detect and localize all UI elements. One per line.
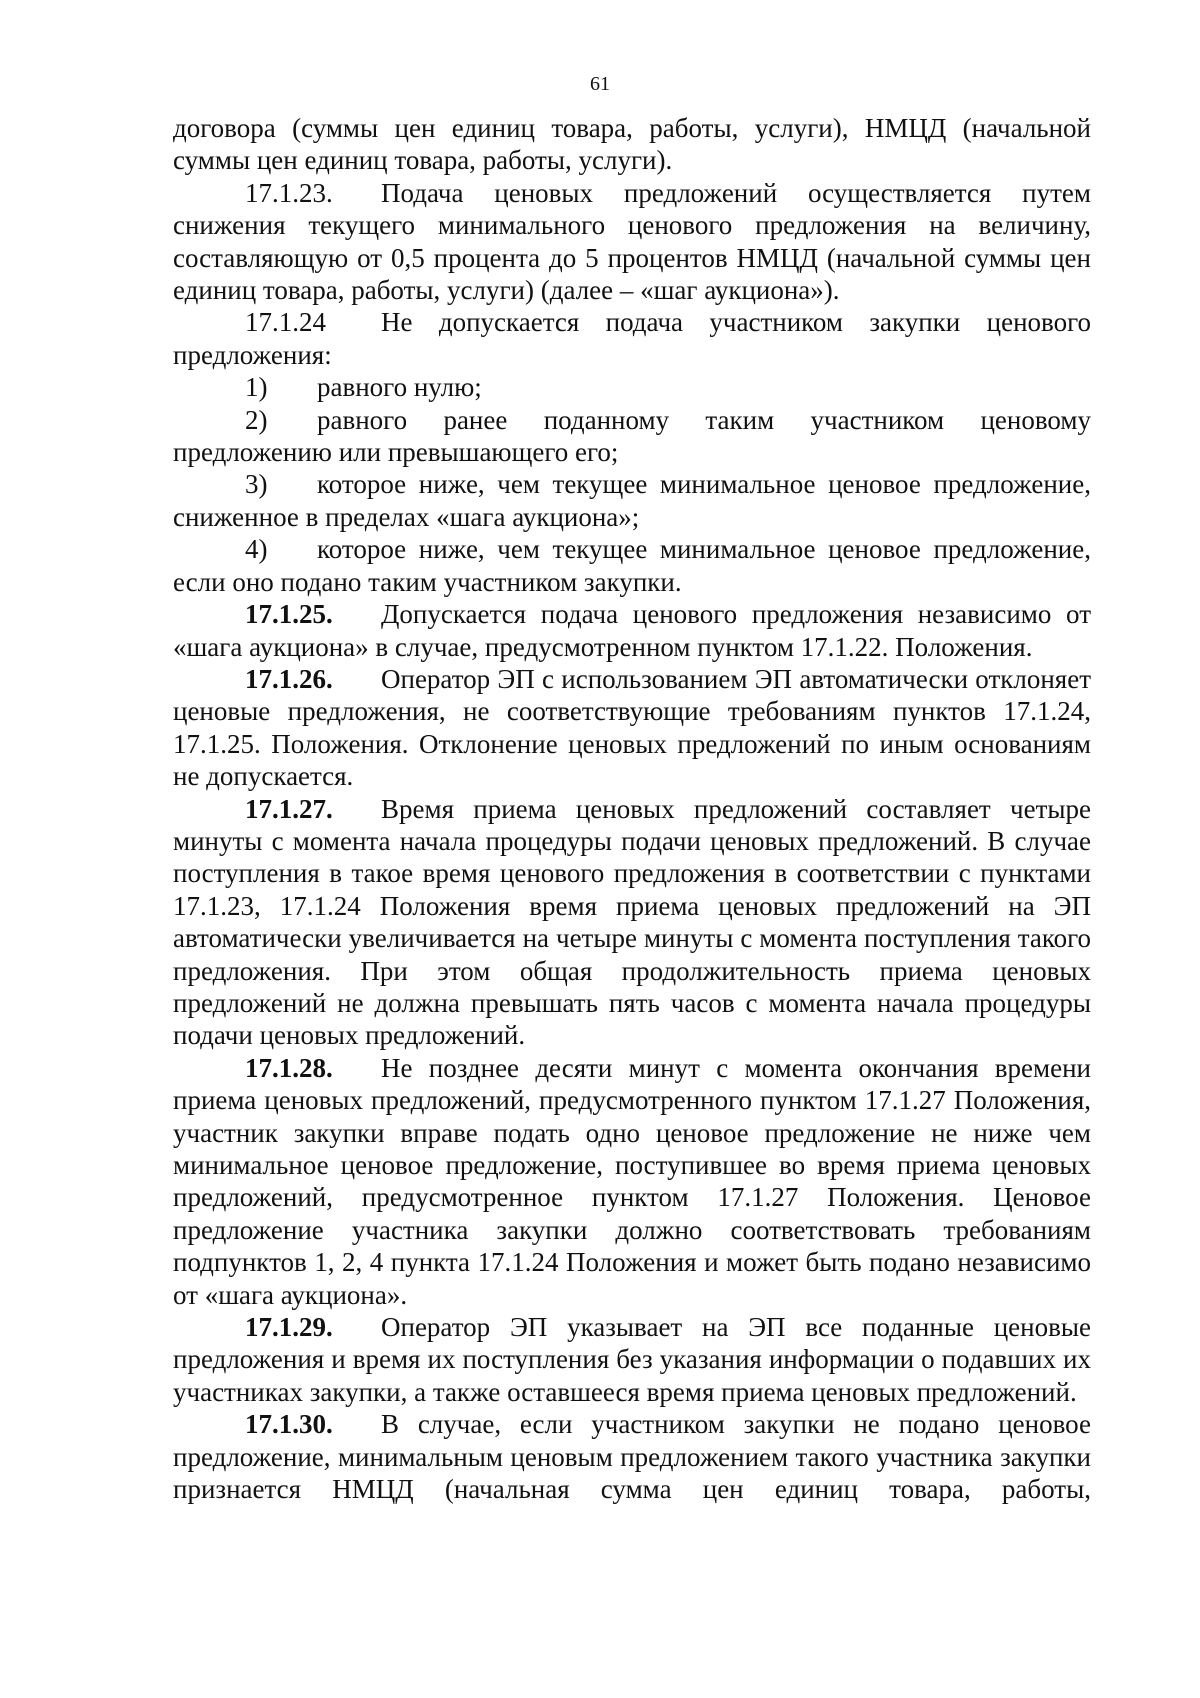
clause-text: Подача ценовых предложений осуществляется путем снижения текущего минимального ценового предложения на величину, составляющую от 0,5 процента до 5 процентов НМЦД (начальной суммы цен единиц товара, работы, услуги) (далее – «шаг аукциона»).	[173, 177, 1091, 306]
list-item-text: равного ранее поданному таким участником ценовому предложению или превышающего его;	[173, 404, 1091, 468]
list-item-text: равного нулю;	[317, 372, 482, 403]
clause-text: В случае, если участником закупки не подано ценовое предложение, минимальным ценовым предложением такого участника закупки признается НМЦД (начальная сумма цен единиц товара, работы,	[173, 1409, 1091, 1505]
list-item-number: 1)	[245, 372, 268, 403]
clause-text: Не допускается подача участником закупки ценового предложения:	[173, 307, 1091, 370]
clause-17-1-24	[173, 306, 1091, 371]
clause-17-1-25	[173, 598, 1091, 663]
list-item-1	[173, 371, 1091, 403]
clause-17-1-27	[173, 793, 1091, 1052]
clause-number: 17.1.30.	[245, 1409, 333, 1440]
clause-number: 17.1.28.	[245, 1052, 333, 1083]
list-item-number: 4)	[245, 534, 268, 565]
list-item-2	[173, 404, 1091, 469]
paragraph-text: договора (суммы цен единиц товара, работы, услуги), НМЦД (начальной суммы цен единиц товара, работы, услуги).	[173, 113, 1091, 176]
clause-number: 17.1.26.	[245, 663, 333, 694]
clause-text: Время приема ценовых предложений составляет четыре минуты с момента начала процедуры подачи ценовых предложений. В случае поступления в такое время ценового предложения в соответствии с пунктами 17.1.23, 17.1.24 Положения время приема ценовых предложений на ЭП автоматически увеличивается на четыре минуты с момента поступления такого предложения. При этом общая продолжительность приема ценовых предложений не должна превышать пять часов с момента начала процедуры подачи ценовых предложений.	[173, 793, 1091, 1051]
page-number: 61	[590, 73, 610, 95]
clause-17-1-28	[173, 1052, 1091, 1311]
list-item-text: которое ниже, чем текущее минимальное ценовое предложение, если оно подано таким участником закупки.	[173, 534, 1091, 597]
clause-17-1-29	[173, 1311, 1091, 1408]
document-body	[173, 112, 1091, 1505]
clause-17-1-23	[173, 177, 1091, 307]
list-item-3	[173, 468, 1091, 533]
clause-17-1-26	[173, 663, 1091, 793]
clause-number: 17.1.23.	[245, 177, 333, 208]
clause-number: 17.1.24	[245, 307, 326, 338]
list-item-text: которое ниже, чем текущее минимальное ценовое предложение, сниженное в пределах «шага аукциона»;	[173, 469, 1091, 532]
clause-text: Оператор ЭП указывает на ЭП все поданные ценовые предложения и время их поступления без указания информации о подавших их участниках закупки, а также оставшееся время приема ценовых предложений.	[173, 1312, 1091, 1407]
clause-number: 17.1.25.	[245, 599, 333, 630]
clause-text: Оператор ЭП с использованием ЭП автоматически отклоняет ценовые предложения, не соответствующие требованиям пунктов 17.1.24, 17.1.25. Положения. Отклонение ценовых предложений по иным основаниям не допускается.	[173, 663, 1091, 792]
paragraph-continuation	[173, 112, 1091, 177]
list-item-number: 2)	[245, 404, 268, 435]
clause-number: 17.1.29.	[245, 1312, 333, 1343]
clause-text: Не позднее десяти минут с момента окончания времени приема ценовых предложений, предусмотренного пунктом 17.1.27 Положения, участник закупки вправе подать одно ценовое предложение не ниже чем минимальное ценовое предложение, поступившее во время приема ценовых предложений, предусмотренное пунктом 17.1.27 Положения. Ценовое предложение участника закупки должно соответствовать требованиям подпунктов 1, 2, 4 пункта 17.1.24 Положения и может быть подано независимо от «шага аукциона».	[173, 1052, 1091, 1310]
list-item-number: 3)	[245, 469, 268, 500]
clause-text: Допускается подача ценового предложения независимо от «шага аукциона» в случае, предусмотренном пунктом 17.1.22. Положения.	[173, 599, 1091, 662]
list-item-4	[173, 533, 1091, 598]
clause-number: 17.1.27.	[245, 793, 333, 824]
clause-17-1-30	[173, 1408, 1091, 1505]
